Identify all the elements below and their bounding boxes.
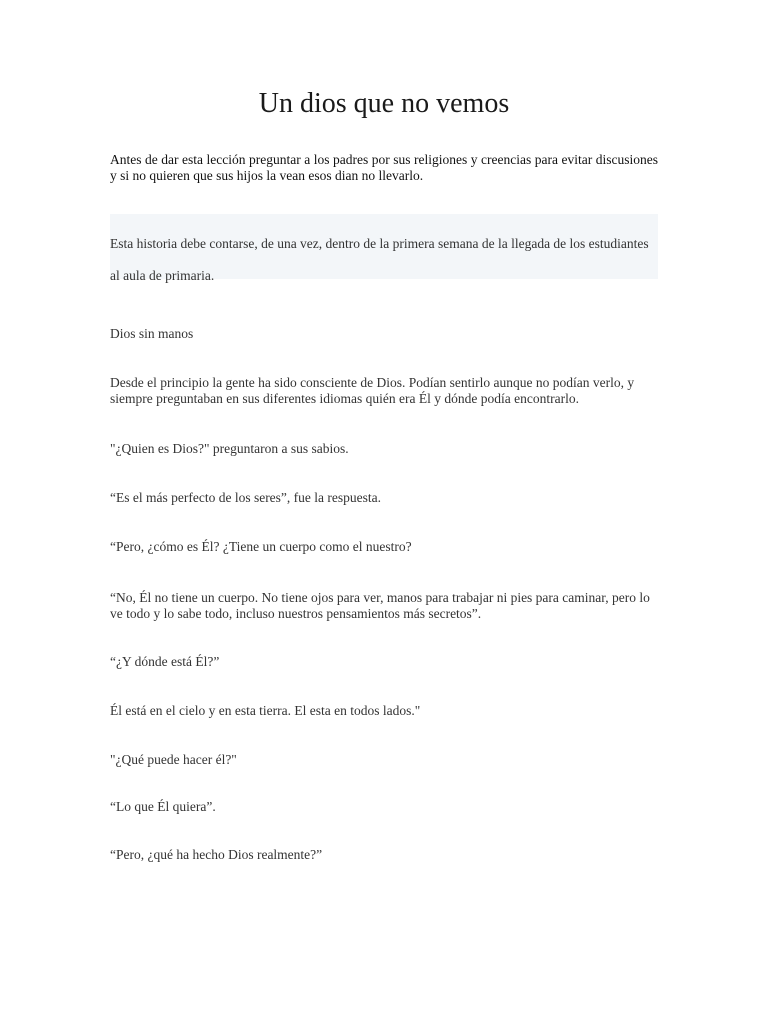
intro-paragraph: Antes de dar esta lección preguntar a los padres por sus religiones y creencias para evitar discusiones y si no quieren que sus hijos la vean esos dian no llevarlo. <box>110 152 658 183</box>
story-paragraph: "¿Qué puede hacer él?" <box>110 752 237 767</box>
story-paragraph: “No, Él no tiene un cuerpo. No tiene ojos para ver, manos para trabajar ni pies para caminar, pero lo ve todo y lo sabe todo, incluso nuestros pensamientos más secretos”. <box>110 590 650 621</box>
story-paragraph: “¿Y dónde está Él?” <box>110 654 220 669</box>
notice-box <box>110 214 658 283</box>
story-paragraph: “Es el más perfecto de los seres”, fue la respuesta. <box>110 490 382 505</box>
story-paragraph: “Pero, ¿qué ha hecho Dios realmente?” <box>110 847 323 862</box>
story-paragraph: “Pero, ¿cómo es Él? ¿Tiene un cuerpo como el nuestro? <box>110 539 412 554</box>
story-paragraph: Él está en el cielo y en esta tierra. El esta en todos lados." <box>110 703 421 718</box>
notice-text: Esta historia debe contarse, de una vez, dentro de la primera semana de la llegada de los estudiantes al aula de primaria. <box>110 236 649 283</box>
section-heading: Dios sin manos <box>110 326 194 341</box>
story-paragraph: Desde el principio la gente ha sido consciente de Dios. Podían sentirlo aunque no podían verlo, y siempre preguntaban en sus diferentes idiomas quién era Él y dónde podía encontrarlo. <box>110 375 635 406</box>
story-paragraph: “Lo que Él quiera”. <box>110 799 216 814</box>
story-paragraph: "¿Quien es Dios?" preguntaron a sus sabios. <box>110 441 349 456</box>
document-title: Un dios que no vemos <box>258 88 510 119</box>
